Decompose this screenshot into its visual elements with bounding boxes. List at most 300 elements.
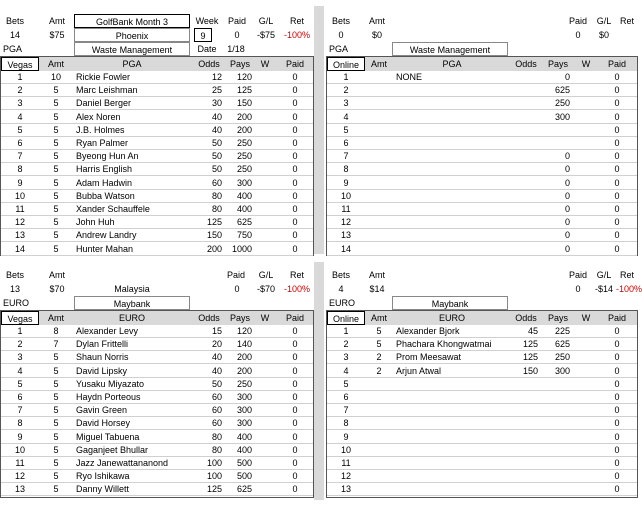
pays-value[interactable]: 625 [554,339,570,350]
player-name[interactable]: Gaganjeet Bhullar [76,444,149,455]
row-number[interactable]: 6 [17,138,23,148]
paid-value[interactable]: 0 [292,405,298,416]
bet-amount[interactable]: 5 [53,471,59,482]
ret-value[interactable]: -100% [283,30,310,40]
player-name[interactable] [393,84,511,97]
paid-value[interactable]: 0 [292,204,298,214]
pays-value[interactable]: 0 [564,204,570,214]
row-number[interactable]: 10 [14,444,25,455]
bet-amount[interactable]: 5 [53,484,59,495]
row-number[interactable]: 14 [340,243,351,254]
row-number[interactable]: 3 [17,352,23,363]
odds-value[interactable] [511,190,541,203]
player-name[interactable]: Hunter Mahan [76,243,134,254]
row-number[interactable]: 5 [343,124,349,135]
odds-value[interactable]: 60 [211,418,222,429]
odds-value[interactable] [511,470,541,483]
ret-value[interactable]: -100% [616,284,642,294]
win-flag[interactable] [255,404,275,417]
player-name[interactable]: Andrew Landry [76,230,137,241]
bets-value[interactable]: 0 [338,30,344,40]
row-number[interactable]: 11 [341,458,351,468]
pays-value[interactable]: 200 [236,365,252,376]
player-name[interactable] [393,177,511,190]
player-name[interactable] [393,137,511,150]
row-number[interactable]: 9 [343,431,349,442]
odds-value[interactable]: 40 [211,111,222,122]
odds-value[interactable] [511,216,541,229]
player-name[interactable] [393,391,511,404]
odds-value[interactable]: 50 [211,151,222,162]
player-name[interactable] [393,404,511,417]
pays-value[interactable]: 225 [554,326,570,336]
pays-value[interactable]: 200 [236,111,252,122]
player-name[interactable]: Alexander Levy [76,326,139,336]
bet-amount[interactable]: 10 [50,72,61,82]
bet-amount[interactable]: 5 [53,111,59,122]
pays-value[interactable]: 200 [236,352,252,363]
paid-value[interactable]: 0 [292,230,298,241]
row-number[interactable]: 1 [343,326,349,336]
pays-value[interactable]: 250 [554,352,570,363]
row-number[interactable]: 7 [343,151,349,162]
gl-value[interactable]: -$14 [594,284,613,294]
row-number[interactable]: 5 [343,378,349,389]
tournament-name[interactable]: Waste Management [392,42,508,56]
bet-amount[interactable]: 8 [53,326,59,336]
row-number[interactable]: 2 [17,85,23,96]
odds-value[interactable]: 40 [211,352,222,363]
pays-value[interactable]: 300 [236,418,252,429]
win-flag[interactable] [575,71,597,84]
pays-value[interactable]: 300 [236,405,252,416]
paid-value[interactable]: 0 [234,284,240,294]
bet-amount[interactable]: 5 [53,378,59,389]
win-flag[interactable] [575,203,597,216]
bet-amount[interactable]: 5 [53,204,59,214]
paid-value[interactable]: 0 [614,339,620,350]
odds-value[interactable] [511,150,541,163]
pays-value[interactable]: 125 [236,85,252,96]
row-number[interactable]: 3 [17,98,23,109]
win-flag[interactable] [255,457,275,470]
pays-value[interactable]: 0 [564,72,570,82]
paid-value[interactable]: 0 [575,30,581,40]
win-flag[interactable] [255,431,275,444]
paid-value[interactable]: 0 [292,243,298,254]
player-name[interactable]: Danny Willett [76,484,130,495]
player-name[interactable]: John Huh [76,217,115,228]
paid-value[interactable]: 0 [292,72,298,82]
paid-value[interactable]: 0 [614,151,620,162]
win-flag[interactable] [255,243,275,256]
player-name[interactable]: Phachara Khongwatmai [396,339,492,350]
player-name[interactable]: Shaun Norris [76,352,129,363]
paid-value[interactable]: 0 [292,151,298,162]
win-flag[interactable] [255,391,275,404]
bet-amount[interactable]: 5 [53,138,59,148]
player-name[interactable] [393,111,511,124]
player-name[interactable] [393,444,511,457]
row-number[interactable]: 13 [340,230,351,241]
win-flag[interactable] [575,431,597,444]
win-flag[interactable] [575,417,597,430]
bet-amount[interactable]: 7 [53,339,59,350]
win-flag[interactable] [575,325,597,338]
player-name[interactable] [393,150,511,163]
odds-value[interactable] [511,391,541,404]
pays-value[interactable]: 750 [236,230,252,241]
amt-value[interactable]: $70 [49,284,65,294]
player-name[interactable]: Jazz Janewattananond [76,458,169,468]
player-name[interactable] [393,243,511,256]
player-name[interactable]: David Lipsky [76,365,128,376]
bet-amount[interactable] [367,163,391,176]
paid-value[interactable]: 0 [292,471,298,482]
paid-value[interactable]: 0 [292,85,298,96]
row-number[interactable]: 1 [17,72,23,82]
bet-amount[interactable] [367,216,391,229]
pays-value[interactable]: 250 [236,138,252,148]
tournament-name[interactable]: Maybank [392,296,508,310]
row-number[interactable]: 12 [14,471,25,482]
player-name[interactable]: Bubba Watson [76,190,135,201]
paid-value[interactable]: 0 [614,458,620,468]
paid-value[interactable]: 0 [614,72,620,82]
player-name[interactable]: Yusaku Miyazato [76,378,145,389]
pays-value[interactable]: 120 [236,326,252,336]
win-flag[interactable] [255,365,275,378]
ret-value[interactable]: -100% [283,284,310,294]
player-name[interactable] [393,229,511,242]
paid-value[interactable]: 0 [292,164,298,175]
player-name[interactable] [393,216,511,229]
win-flag[interactable] [255,150,275,163]
amt-value[interactable]: $75 [49,30,65,40]
row-number[interactable]: 13 [340,484,351,495]
odds-value[interactable] [511,124,541,137]
bet-amount[interactable] [367,444,391,457]
player-name[interactable]: Xander Schauffele [76,204,150,214]
odds-value[interactable]: 30 [211,98,222,109]
odds-value[interactable]: 80 [211,431,222,442]
pays-value[interactable]: 400 [236,190,252,201]
odds-value[interactable] [511,483,541,496]
bet-amount[interactable] [367,483,391,496]
pays-value[interactable] [543,431,573,444]
row-number[interactable]: 10 [340,190,351,201]
bet-amount[interactable]: 5 [376,326,382,336]
bet-amount[interactable] [367,177,391,190]
paid-value[interactable]: 0 [292,352,298,363]
win-flag[interactable] [255,378,275,391]
pays-value[interactable]: 625 [236,484,252,495]
pays-value[interactable]: 400 [236,204,252,214]
row-number[interactable]: 5 [17,124,23,135]
bet-amount[interactable] [367,404,391,417]
pays-value[interactable]: 300 [236,392,252,402]
win-flag[interactable] [255,229,275,242]
player-name[interactable]: Gavin Green [76,405,128,416]
player-name[interactable]: Dylan Frittelli [76,339,129,350]
win-flag[interactable] [255,483,275,496]
paid-value[interactable]: 0 [614,217,620,228]
odds-value[interactable] [511,203,541,216]
odds-value[interactable]: 150 [206,230,222,241]
win-flag[interactable] [575,177,597,190]
win-flag[interactable] [575,97,597,110]
row-number[interactable]: 2 [343,339,349,350]
bets-value[interactable]: 13 [9,284,20,294]
paid-value[interactable]: 0 [292,458,298,468]
odds-value[interactable]: 50 [211,164,222,175]
row-number[interactable]: 4 [343,111,349,122]
week-value[interactable]: 9 [194,28,212,42]
odds-value[interactable]: 40 [211,365,222,376]
paid-value[interactable]: 0 [292,217,298,228]
pays-value[interactable]: 140 [236,339,252,350]
bet-amount[interactable] [367,457,391,470]
win-flag[interactable] [255,216,275,229]
bet-amount[interactable] [367,84,391,97]
paid-value[interactable]: 0 [292,339,298,350]
bets-value[interactable]: 4 [338,284,344,294]
bet-amount[interactable] [367,243,391,256]
odds-value[interactable]: 80 [211,190,222,201]
pays-value[interactable] [543,391,573,404]
odds-value[interactable] [511,457,541,470]
paid-value[interactable]: 0 [292,378,298,389]
paid-value[interactable]: 0 [614,352,620,363]
paid-value[interactable]: 0 [292,418,298,429]
paid-value[interactable]: 0 [614,204,620,214]
bet-amount[interactable] [367,470,391,483]
paid-value[interactable]: 0 [614,190,620,201]
win-flag[interactable] [575,483,597,496]
paid-value[interactable]: 0 [292,124,298,135]
player-name[interactable]: Ryo Ishikawa [76,471,130,482]
bet-amount[interactable]: 5 [53,405,59,416]
player-name[interactable]: Ryan Palmer [76,138,129,148]
win-flag[interactable] [575,163,597,176]
bet-amount[interactable] [367,417,391,430]
paid-value[interactable]: 0 [614,444,620,455]
bet-amount[interactable] [367,431,391,444]
gl-value[interactable]: -$75 [256,30,275,40]
paid-value[interactable]: 0 [292,138,298,148]
pays-value[interactable]: 0 [564,190,570,201]
odds-value[interactable]: 15 [211,326,222,336]
win-flag[interactable] [255,190,275,203]
pays-value[interactable]: 300 [236,177,252,188]
pays-value[interactable]: 300 [554,365,570,376]
odds-value[interactable] [511,71,541,84]
paid-value[interactable]: 0 [614,392,620,402]
bet-amount[interactable] [367,71,391,84]
odds-value[interactable]: 20 [211,339,222,350]
odds-value[interactable]: 50 [211,378,222,389]
paid-value[interactable]: 0 [614,230,620,241]
odds-value[interactable] [511,243,541,256]
pays-value[interactable]: 0 [564,164,570,175]
ret-value[interactable] [616,28,638,42]
paid-value[interactable]: 0 [614,138,620,148]
pays-value[interactable]: 250 [236,164,252,175]
player-name[interactable]: Haydn Porteous [76,392,141,402]
row-number[interactable]: 13 [14,230,25,241]
player-name[interactable] [393,378,511,391]
pays-value[interactable]: 250 [554,98,570,109]
player-name[interactable]: Byeong Hun An [76,151,139,162]
bet-amount[interactable]: 5 [376,339,382,350]
pays-value[interactable]: 500 [236,471,252,482]
paid-value[interactable]: 0 [614,243,620,254]
row-number[interactable]: 9 [17,177,23,188]
odds-value[interactable] [511,111,541,124]
amt-value[interactable]: $0 [371,30,382,40]
odds-value[interactable] [511,417,541,430]
paid-value[interactable]: 0 [614,98,620,109]
player-name[interactable] [393,163,511,176]
paid-value[interactable]: 0 [292,484,298,495]
odds-value[interactable]: 25 [211,85,222,96]
win-flag[interactable] [255,203,275,216]
gl-value[interactable]: -$70 [256,284,275,294]
pays-value[interactable] [543,404,573,417]
row-number[interactable]: 4 [17,365,23,376]
bet-amount[interactable] [367,203,391,216]
odds-value[interactable] [511,444,541,457]
odds-value[interactable] [511,431,541,444]
player-name[interactable]: NONE [396,72,423,82]
bet-amount[interactable] [367,378,391,391]
player-name[interactable]: Marc Leishman [76,85,138,96]
row-number[interactable]: 6 [343,392,349,402]
pays-value[interactable]: 0 [564,243,570,254]
odds-value[interactable]: 60 [211,392,222,402]
row-number[interactable]: 3 [343,98,349,109]
win-flag[interactable] [255,325,275,338]
paid-value[interactable]: 0 [292,111,298,122]
paid-value[interactable]: 0 [614,85,620,96]
paid-value[interactable]: 0 [614,471,620,482]
player-name[interactable]: Alex Noren [76,111,121,122]
paid-value[interactable]: 0 [614,418,620,429]
bet-amount[interactable]: 5 [53,151,59,162]
odds-value[interactable]: 125 [206,484,222,495]
odds-value[interactable]: 200 [206,243,222,254]
row-number[interactable]: 6 [343,138,349,148]
row-number[interactable]: 9 [17,431,23,442]
pays-value[interactable]: 250 [236,378,252,389]
player-name[interactable]: J.B. Holmes [76,124,125,135]
player-name[interactable]: Harris English [76,164,133,175]
row-number[interactable]: 7 [17,405,23,416]
paid-value[interactable]: 0 [614,405,620,416]
bet-amount[interactable]: 5 [53,458,59,468]
win-flag[interactable] [255,97,275,110]
win-flag[interactable] [575,351,597,364]
win-flag[interactable] [575,124,597,137]
row-number[interactable]: 12 [340,217,351,228]
win-flag[interactable] [575,457,597,470]
bet-amount[interactable]: 5 [53,392,59,402]
bet-amount[interactable] [367,150,391,163]
player-name[interactable] [393,483,511,496]
odds-value[interactable] [511,404,541,417]
win-flag[interactable] [255,84,275,97]
bet-amount[interactable]: 5 [53,352,59,363]
odds-value[interactable] [511,177,541,190]
player-name[interactable] [393,457,511,470]
win-flag[interactable] [575,365,597,378]
bet-amount[interactable]: 5 [53,177,59,188]
bet-amount[interactable]: 2 [376,352,382,363]
odds-value[interactable]: 150 [522,365,538,376]
odds-value[interactable]: 80 [211,204,222,214]
bet-amount[interactable] [367,137,391,150]
odds-value[interactable]: 100 [206,471,222,482]
win-flag[interactable] [255,470,275,483]
win-flag[interactable] [575,243,597,256]
win-flag[interactable] [575,190,597,203]
pays-value[interactable]: 250 [236,151,252,162]
paid-value[interactable]: 0 [614,326,620,336]
odds-value[interactable] [511,84,541,97]
row-number[interactable]: 12 [14,217,25,228]
player-name[interactable] [393,97,511,110]
win-flag[interactable] [255,71,275,84]
paid-value[interactable]: 0 [614,177,620,188]
odds-value[interactable]: 80 [211,444,222,455]
row-number[interactable]: 2 [17,339,23,350]
pays-value[interactable]: 0 [564,151,570,162]
bet-amount[interactable]: 2 [376,365,382,376]
row-number[interactable]: 8 [343,418,349,429]
row-number[interactable]: 13 [14,484,25,495]
tournament-name[interactable]: Waste Management [74,42,190,56]
player-name[interactable] [393,417,511,430]
row-number[interactable]: 11 [341,204,351,214]
row-number[interactable]: 7 [343,405,349,416]
bet-amount[interactable]: 5 [53,431,59,442]
pays-value[interactable] [543,457,573,470]
player-name[interactable] [393,203,511,216]
win-flag[interactable] [575,404,597,417]
row-number[interactable]: 12 [340,471,351,482]
win-flag[interactable] [255,417,275,430]
bet-amount[interactable]: 5 [53,85,59,96]
row-number[interactable]: 7 [17,151,23,162]
odds-value[interactable]: 50 [211,138,222,148]
date-value[interactable]: 1/18 [227,44,245,54]
pays-value[interactable] [543,137,573,150]
row-number[interactable]: 11 [15,458,25,468]
row-number[interactable]: 2 [343,85,349,96]
paid-value[interactable]: 0 [614,164,620,175]
event-name[interactable]: Phoenix [74,28,190,42]
win-flag[interactable] [255,351,275,364]
win-flag[interactable] [575,150,597,163]
win-flag[interactable] [255,177,275,190]
bet-amount[interactable]: 5 [53,230,59,241]
win-flag[interactable] [255,137,275,150]
player-name[interactable]: Daniel Berger [76,98,132,109]
bet-amount[interactable]: 5 [53,98,59,109]
player-name[interactable] [393,190,511,203]
row-number[interactable]: 14 [14,243,25,254]
player-name[interactable] [393,470,511,483]
